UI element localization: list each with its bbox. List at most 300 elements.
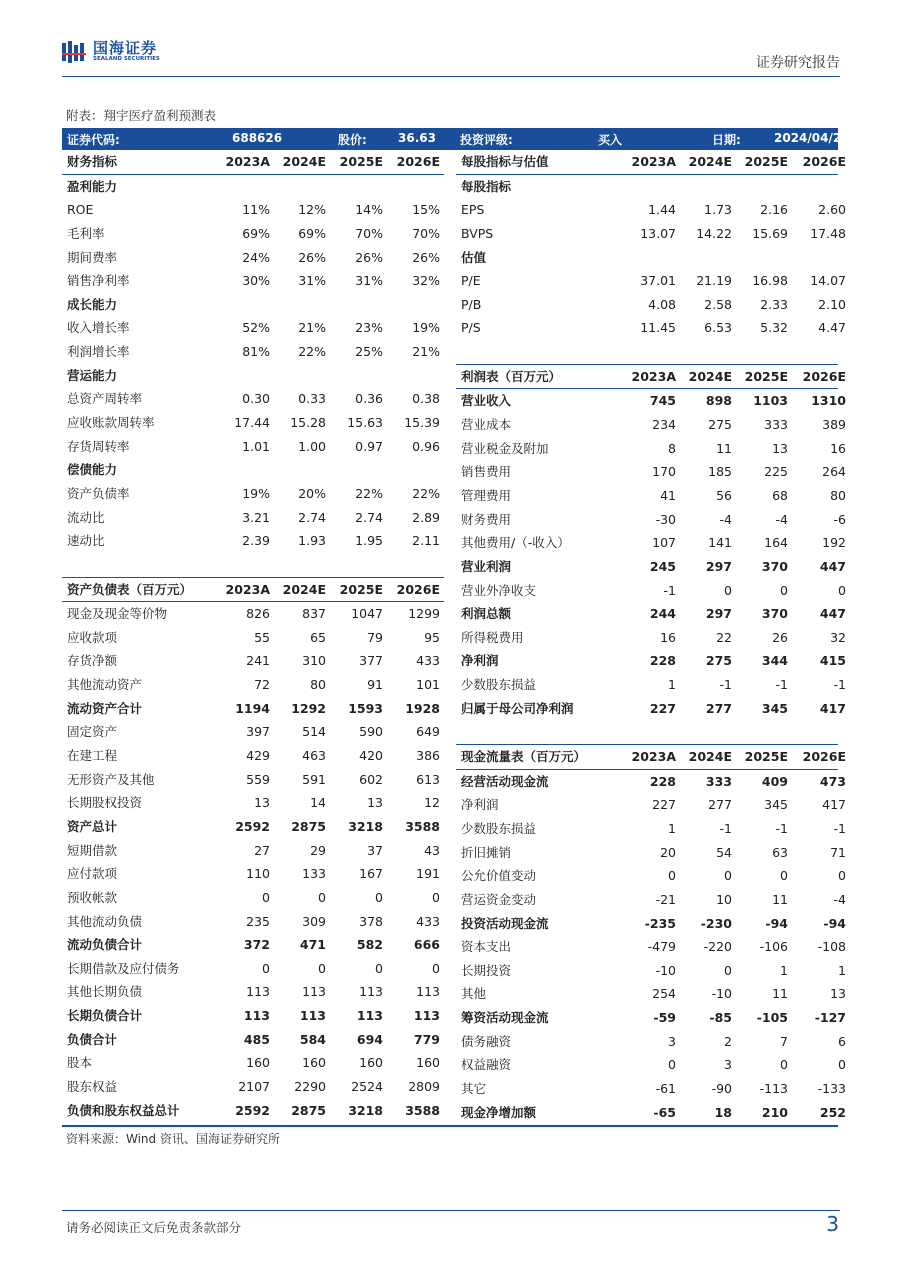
cell-value: 2875	[291, 1102, 326, 1118]
cell-value: 2026E	[396, 581, 440, 597]
cell-value: 79	[367, 629, 383, 645]
cell-value: 0	[375, 960, 383, 976]
cell-value: 31%	[355, 273, 383, 289]
cell-value: 2875	[291, 818, 326, 834]
row-label: 其他流动资产	[67, 677, 143, 693]
cell-value: 297	[705, 606, 732, 622]
cell-value: 377	[359, 653, 383, 669]
cell-value: 1.01	[242, 438, 270, 454]
table-row	[62, 1028, 444, 1052]
cell-value: 297	[705, 558, 732, 574]
row-label: ROE	[67, 202, 94, 218]
table-row	[62, 529, 444, 553]
cell-value: -4	[775, 511, 788, 527]
cell-value: 372	[243, 937, 270, 953]
cell-value: 345	[761, 700, 788, 716]
table-row	[62, 626, 444, 650]
cell-value: 898	[705, 393, 732, 409]
forecast-table	[62, 128, 850, 1120]
cell-value: 602	[359, 771, 383, 787]
cell-value: 170	[652, 464, 676, 480]
row-label: 总资产周转率	[67, 391, 143, 407]
row-label: P/B	[461, 296, 482, 312]
cell-value: 2024E	[282, 154, 326, 169]
date-label: 日期:	[712, 133, 741, 147]
cell-value: 0	[262, 889, 270, 905]
cell-value: -59	[653, 1010, 676, 1026]
row-label: 现金及现金等价物	[67, 606, 168, 622]
cell-value: 26	[772, 629, 788, 645]
table-row	[456, 222, 846, 246]
table-row	[62, 269, 444, 293]
cell-value: 0	[780, 1057, 788, 1073]
cell-value: 26%	[412, 249, 440, 265]
table-row	[62, 198, 444, 222]
per-share-valuation-column	[456, 150, 846, 1124]
cell-value: 167	[359, 866, 383, 882]
table-row	[456, 649, 846, 673]
cell-value: 649	[416, 724, 440, 740]
row-label: 其他长期负债	[67, 984, 143, 1000]
cell-value: 11	[772, 986, 788, 1002]
cell-value: 7	[780, 1033, 788, 1049]
cell-value: 2.89	[412, 509, 440, 525]
cell-value: 613	[416, 771, 440, 787]
cell-value: 415	[819, 653, 846, 669]
table-row	[456, 579, 846, 603]
cell-value: 6.53	[704, 320, 732, 336]
cell-value: 485	[243, 1031, 270, 1047]
cell-value: 27	[254, 842, 270, 858]
cell-value: 15%	[412, 202, 440, 218]
cell-value: 12	[424, 795, 440, 811]
cell-value: 0.97	[355, 438, 383, 454]
table-row	[62, 1004, 444, 1028]
row-label: 财务指标	[67, 154, 118, 169]
cell-value: 264	[822, 464, 846, 480]
cell-value: 12%	[298, 202, 326, 218]
row-label: 营运能力	[67, 367, 118, 383]
cell-value: 133	[302, 866, 326, 882]
cell-value: 16	[830, 440, 846, 456]
table-row	[62, 886, 444, 910]
cell-value: -1	[719, 677, 732, 693]
cell-value: 15.63	[347, 415, 383, 431]
cell-value: 26%	[298, 249, 326, 265]
cell-value: 14%	[355, 202, 383, 218]
cell-value: 113	[246, 984, 270, 1000]
cell-value: 3	[668, 1033, 676, 1049]
cell-value: -106	[759, 939, 788, 955]
cell-value: 13	[772, 440, 788, 456]
cell-value: 22%	[298, 344, 326, 360]
cell-value: 25%	[355, 344, 383, 360]
table-row	[62, 673, 444, 697]
table-row	[62, 387, 444, 411]
cell-value: 1593	[348, 700, 383, 716]
cell-value: 21.19	[696, 273, 732, 289]
price-label: 股价:	[338, 133, 367, 147]
section-row	[62, 364, 444, 388]
cell-value: 2809	[408, 1078, 440, 1094]
table-row	[456, 959, 846, 983]
row-label: 折旧摊销	[461, 844, 512, 860]
row-label: 其他	[461, 986, 487, 1002]
cell-value: 113	[243, 1008, 270, 1024]
cell-value: 3.21	[242, 509, 270, 525]
cell-value: 1928	[405, 700, 440, 716]
row-label: 在建工程	[67, 748, 118, 764]
row-label: P/S	[461, 320, 481, 336]
table-row	[62, 246, 444, 270]
cell-value: 68	[772, 487, 788, 503]
table-header-row	[456, 364, 846, 390]
cell-value: 0	[838, 868, 846, 884]
cell-value: 71	[830, 844, 846, 860]
table-row	[62, 957, 444, 981]
table-row	[456, 817, 846, 841]
row-label: 每股指标与估值	[461, 154, 549, 169]
cell-value: 2.33	[760, 296, 788, 312]
table-row	[62, 602, 444, 626]
table-row	[62, 815, 444, 839]
section-row	[456, 175, 838, 199]
cell-value: 2026E	[802, 749, 846, 765]
table-row	[456, 508, 846, 532]
table-row	[62, 435, 444, 459]
table-row	[456, 460, 846, 484]
cell-value: 13	[830, 986, 846, 1002]
row-label: 负债和股东权益总计	[67, 1102, 180, 1118]
cell-value: 591	[302, 771, 326, 787]
cell-value: 277	[705, 700, 732, 716]
table-row	[62, 768, 444, 792]
cell-value: 433	[416, 653, 440, 669]
cell-value: 160	[302, 1055, 326, 1071]
row-label: 权益融资	[461, 1057, 512, 1073]
cell-value: 666	[413, 937, 440, 953]
cell-value: 1194	[235, 700, 270, 716]
section-row	[62, 293, 444, 317]
row-label: 应付款项	[67, 866, 118, 882]
cell-value: 245	[649, 558, 676, 574]
logo-text-en: SEALAND SECURITIES	[93, 56, 160, 62]
row-label: 固定资产	[67, 724, 118, 740]
cell-value: 2024E	[688, 154, 732, 169]
cell-value: 1	[668, 677, 676, 693]
table-row	[456, 389, 846, 413]
cell-value: -479	[647, 939, 676, 955]
cell-value: 20%	[298, 485, 326, 501]
rating-label: 投资评级:	[460, 133, 513, 147]
row-label: 归属于母公司净利润	[461, 700, 574, 716]
cell-value: 2024E	[688, 368, 732, 384]
cell-value: 1.73	[704, 202, 732, 218]
cell-value: 433	[416, 913, 440, 929]
row-label: 存货周转率	[67, 438, 130, 454]
row-label: 少数股东损益	[461, 820, 537, 836]
cell-value: 1310	[811, 393, 846, 409]
row-label: 其他费用/（-收入）	[461, 535, 570, 551]
cell-value: 0	[838, 1057, 846, 1073]
row-label: 债务融资	[461, 1033, 512, 1049]
cell-value: 275	[705, 653, 732, 669]
cell-value: 13	[254, 795, 270, 811]
row-label: 收入增长率	[67, 320, 130, 336]
cell-value: 10	[716, 891, 732, 907]
table-row	[456, 484, 846, 508]
cell-value: -4	[719, 511, 732, 527]
cell-value: 0.30	[242, 391, 270, 407]
table-row	[456, 770, 846, 794]
cell-value: -10	[655, 962, 676, 978]
cell-value: 191	[416, 866, 440, 882]
cell-value: 0	[318, 889, 326, 905]
row-label: P/E	[461, 273, 481, 289]
cell-value: 3218	[348, 818, 383, 834]
row-label: BVPS	[461, 225, 494, 241]
cell-value: -1	[719, 820, 732, 836]
row-label: 现金净增加额	[461, 1104, 537, 1120]
row-label: 营业利润	[461, 558, 512, 574]
cell-value: -61	[655, 1080, 676, 1096]
table-header-row	[62, 577, 444, 603]
row-label: 其他流动负债	[67, 913, 143, 929]
table-header-row	[456, 150, 846, 175]
cell-value: -220	[703, 939, 732, 955]
table-row	[62, 506, 444, 530]
cell-value: 417	[822, 797, 846, 813]
cell-value: 17.44	[234, 415, 270, 431]
cell-value: 0	[838, 582, 846, 598]
cell-value: 378	[359, 913, 383, 929]
logo-text-cn: 国海证券	[93, 39, 158, 57]
table-row	[62, 862, 444, 886]
cell-value: 11	[772, 891, 788, 907]
cell-value: 370	[761, 558, 788, 574]
row-label: 资产总计	[67, 818, 118, 834]
row-label: 营业税金及附加	[461, 440, 549, 456]
cell-value: 244	[649, 606, 676, 622]
cell-value: 160	[359, 1055, 383, 1071]
cell-value: 1.44	[648, 202, 676, 218]
cell-value: 463	[302, 748, 326, 764]
cell-value: 11	[716, 440, 732, 456]
row-label: 流动负债合计	[67, 937, 143, 953]
disclaimer-note: 请务必阅读正文后免责条款部分	[66, 1220, 242, 1235]
table-bottom-border	[62, 1125, 838, 1127]
cell-value: 0	[432, 960, 440, 976]
cell-value: 2.10	[818, 296, 846, 312]
cell-value: 192	[822, 535, 846, 551]
cell-value: 19%	[242, 485, 270, 501]
cell-value: 559	[246, 771, 270, 787]
row-label: 短期借款	[67, 842, 118, 858]
row-label: 流动比	[67, 509, 105, 525]
rating-value: 买入	[598, 133, 623, 147]
cell-value: 2.74	[355, 509, 383, 525]
row-label: 所得税费用	[461, 629, 524, 645]
cell-value: 2023A	[631, 749, 676, 765]
cell-value: 1.95	[355, 533, 383, 549]
cell-value: 386	[416, 748, 440, 764]
row-label: 营业收入	[461, 393, 512, 409]
row-label: 管理费用	[461, 487, 512, 503]
cell-value: 582	[356, 937, 383, 953]
table-row	[456, 602, 846, 626]
cell-value: 2026E	[396, 154, 440, 169]
cell-value: 26%	[355, 249, 383, 265]
cell-value: 1.00	[298, 438, 326, 454]
footer-divider	[62, 1210, 840, 1211]
cell-value: 21%	[412, 344, 440, 360]
cell-value: 65	[310, 629, 326, 645]
cell-value: 32%	[412, 273, 440, 289]
cell-value: -133	[817, 1080, 846, 1096]
table-row	[62, 980, 444, 1004]
table-row	[456, 673, 846, 697]
cell-value: 113	[299, 1008, 326, 1024]
cell-value: 0	[780, 582, 788, 598]
cell-value: 2.74	[298, 509, 326, 525]
row-label: 股东权益	[67, 1078, 118, 1094]
cell-value: 514	[302, 724, 326, 740]
table-row	[62, 720, 444, 744]
table-row	[62, 649, 444, 673]
cell-value: 0.38	[412, 391, 440, 407]
cell-value: 0	[668, 868, 676, 884]
table-row	[456, 982, 846, 1006]
cell-value: -90	[711, 1080, 732, 1096]
cell-value: -235	[644, 915, 676, 931]
cell-value: 15.39	[404, 415, 440, 431]
row-label: 财务费用	[461, 511, 512, 527]
cell-value: 2.11	[412, 533, 440, 549]
cell-value: 70%	[355, 225, 383, 241]
cell-value: 389	[822, 417, 846, 433]
table-row	[456, 1006, 846, 1030]
cell-value: 235	[246, 913, 270, 929]
row-label: 净利润	[461, 797, 499, 813]
table-row	[62, 553, 444, 577]
report-type-label: 证券研究报告	[756, 55, 840, 71]
cell-value: 420	[359, 748, 383, 764]
cell-value: 471	[299, 937, 326, 953]
cell-value: 2	[724, 1033, 732, 1049]
row-label: 利润增长率	[67, 344, 130, 360]
cell-value: 473	[819, 773, 846, 789]
cell-value: 0.33	[298, 391, 326, 407]
cell-value: -4	[833, 891, 846, 907]
table-row	[456, 935, 846, 959]
row-label: 销售费用	[461, 464, 512, 480]
cell-value: 14.22	[696, 225, 732, 241]
row-label: 每股指标	[461, 178, 512, 194]
table-header-row	[456, 744, 846, 770]
cell-value: 1299	[408, 606, 440, 622]
cell-value: 22%	[355, 485, 383, 501]
row-label: 长期借款及应付债务	[67, 960, 180, 976]
row-label: 应收账款周转率	[67, 415, 155, 431]
section-row	[62, 458, 444, 482]
cell-value: 227	[649, 700, 676, 716]
table-topbar	[62, 128, 850, 150]
cell-value: 2592	[235, 1102, 270, 1118]
table-header-row	[62, 150, 444, 175]
table-row	[456, 841, 846, 865]
cell-value: 584	[299, 1031, 326, 1047]
cell-value: 2024E	[688, 749, 732, 765]
code-label: 证券代码:	[67, 133, 120, 147]
cell-value: 80	[310, 677, 326, 693]
row-label: 长期股权投资	[67, 795, 143, 811]
cell-value: 333	[705, 773, 732, 789]
table-row	[456, 1101, 846, 1125]
cell-value: 1.93	[298, 533, 326, 549]
cell-value: 101	[416, 677, 440, 693]
table-row	[456, 697, 846, 721]
cell-value: 397	[246, 724, 270, 740]
row-label: 速动比	[67, 533, 105, 549]
cell-value: 29	[310, 842, 326, 858]
cell-value: 81%	[242, 344, 270, 360]
cell-value: 0	[780, 868, 788, 884]
cell-value: 41	[660, 487, 676, 503]
table-row	[456, 555, 846, 579]
row-label: 长期投资	[461, 962, 512, 978]
row-label: 存货净额	[67, 653, 118, 669]
cell-value: 2025E	[744, 749, 788, 765]
cell-value: 2026E	[802, 154, 846, 169]
table-row	[62, 340, 444, 364]
cell-value: 694	[356, 1031, 383, 1047]
cell-value: 113	[302, 984, 326, 1000]
cell-value: 160	[416, 1055, 440, 1071]
cell-value: 0	[262, 960, 270, 976]
cell-value: 2023A	[631, 368, 676, 384]
cell-value: 20	[660, 844, 676, 860]
row-label: 营业成本	[461, 417, 512, 433]
table-row	[62, 1099, 444, 1123]
table-row	[62, 933, 444, 957]
cell-value: -230	[700, 915, 732, 931]
cell-value: 0	[318, 960, 326, 976]
cell-value: 18	[714, 1104, 732, 1120]
cell-value: 275	[708, 417, 732, 433]
cell-value: 3588	[405, 1102, 440, 1118]
cell-value: 0	[724, 868, 732, 884]
cell-value: 228	[649, 773, 676, 789]
row-label: 少数股东损益	[461, 677, 537, 693]
cell-value: 277	[708, 797, 732, 813]
cell-value: 3218	[348, 1102, 383, 1118]
cell-value: 429	[246, 748, 270, 764]
cell-value: 2.16	[760, 202, 788, 218]
table-row	[62, 791, 444, 815]
cell-value: -127	[814, 1010, 846, 1026]
cell-value: -30	[655, 511, 676, 527]
cell-value: 0	[668, 1057, 676, 1073]
cell-value: 113	[359, 984, 383, 1000]
cell-value: 3588	[405, 818, 440, 834]
table-row	[62, 744, 444, 768]
table-row	[62, 411, 444, 435]
cell-value: -10	[711, 986, 732, 1002]
cell-value: 1047	[351, 606, 383, 622]
row-label: 公允价值变动	[461, 868, 537, 884]
cell-value: 107	[652, 535, 676, 551]
row-label: 期间费率	[67, 249, 118, 265]
